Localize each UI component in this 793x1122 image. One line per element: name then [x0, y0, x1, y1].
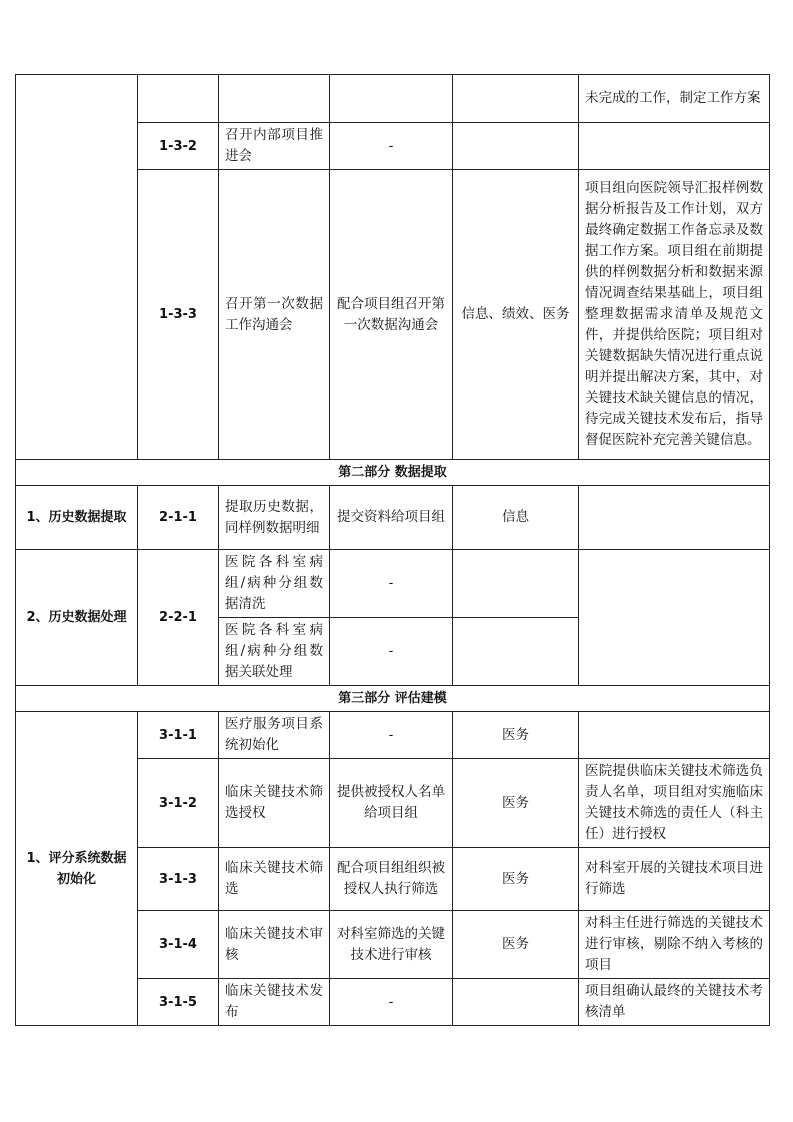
dept-cell: [453, 979, 579, 1026]
code-cell: 3-1-5: [138, 979, 219, 1026]
code-cell: 3-1-1: [138, 712, 219, 759]
code-cell: 3-1-2: [138, 759, 219, 848]
code-cell: 3-1-3: [138, 848, 219, 911]
task-cell: 临床关键技术筛选授权: [219, 759, 330, 848]
hospital-cell: 配合项目组召开第一次数据沟通会: [330, 170, 453, 460]
code-cell: 1-3-3: [138, 170, 219, 460]
table-row: [16, 75, 770, 123]
desc-cell: 对科室开展的关键技术项目进行筛选: [579, 848, 770, 911]
task-cell: 召开内部项目推进会: [219, 123, 330, 170]
task-cell: 提取历史数据，同样例数据明细: [219, 486, 330, 550]
hospital-cell: 配合项目组组织被授权人执行筛选: [330, 848, 453, 911]
section-title: 第三部分 评估建模: [16, 686, 770, 712]
dept-cell: [453, 550, 579, 618]
item-cell: 2、历史数据处理: [16, 550, 138, 686]
task-cell: [219, 75, 330, 123]
desc-cell: 医院提供临床关键技术筛选负责人名单，项目组对实施临床关键技术筛选的责任人（科主任）进行授权: [579, 759, 770, 848]
desc-cell: [579, 123, 770, 170]
dept-cell: 医务: [453, 712, 579, 759]
desc-cell: [579, 712, 770, 759]
dept-cell: 医务: [453, 848, 579, 911]
task-cell: 临床关键技术发布: [219, 979, 330, 1026]
code-cell: 3-1-4: [138, 911, 219, 979]
hospital-cell: [330, 75, 453, 123]
hospital-cell: 提供被授权人名单给项目组: [330, 759, 453, 848]
task-cell: 医疗服务项目系统初始化: [219, 712, 330, 759]
desc-cell: 未完成的工作，制定工作方案: [579, 75, 770, 123]
task-cell: 临床关键技术审核: [219, 911, 330, 979]
desc-cell: 项目组向医院领导汇报样例数据分析报告及工作计划，双方最终确定数据工作备忘录及数据工作方案。项目组在前期提供的样例数据分析和数据来源情况调查结果基础上，项目组整理数据需求清单及规范文件，并提供给医院；项目组对关键数据缺失情况进行重点说明并提出解决方案，其中，对关键技术缺关键信息的情况，待完成关键技术发布后，指导督促医院补充完善关键信息。: [579, 170, 770, 460]
desc-cell: [579, 486, 770, 550]
dept-cell: [453, 123, 579, 170]
item-cell: 1、历史数据提取: [16, 486, 138, 550]
hospital-cell: -: [330, 123, 453, 170]
task-cell: 医院各科室病组/病种分组数据关联处理: [219, 618, 330, 686]
item-cell-continued: [16, 75, 138, 460]
hospital-cell: -: [330, 712, 453, 759]
hospital-cell: -: [330, 979, 453, 1026]
hospital-cell: -: [330, 618, 453, 686]
work-plan-table: [15, 74, 770, 1026]
dept-cell: 医务: [453, 911, 579, 979]
desc-cell: [579, 550, 770, 686]
dept-cell: 医务: [453, 759, 579, 848]
dept-cell: 信息: [453, 486, 579, 550]
hospital-cell: -: [330, 550, 453, 618]
desc-cell: 对科主任进行筛选的关键技术进行审核，剔除不纳入考核的项目: [579, 911, 770, 979]
task-cell: 医院各科室病组/病种分组数据清洗: [219, 550, 330, 618]
task-cell: 临床关键技术筛选: [219, 848, 330, 911]
code-cell: [138, 75, 219, 123]
section-title: 第二部分 数据提取: [16, 460, 770, 486]
hospital-cell: 对科室筛选的关键技术进行审核: [330, 911, 453, 979]
dept-cell: [453, 618, 579, 686]
table-row: [16, 486, 770, 550]
code-cell: 2-1-1: [138, 486, 219, 550]
dept-cell: 信息、绩效、医务: [453, 170, 579, 460]
hospital-cell: 提交资料给项目组: [330, 486, 453, 550]
section-header-row: [16, 460, 770, 486]
section-header-row: [16, 686, 770, 712]
dept-cell: [453, 75, 579, 123]
desc-cell: 项目组确认最终的关键技术考核清单: [579, 979, 770, 1026]
task-cell: 召开第一次数据工作沟通会: [219, 170, 330, 460]
item-cell: 1、评分系统数据初始化: [16, 712, 138, 1026]
table-row: [16, 550, 770, 618]
table-row: [16, 712, 770, 759]
code-cell: 2-2-1: [138, 550, 219, 686]
code-cell: 1-3-2: [138, 123, 219, 170]
